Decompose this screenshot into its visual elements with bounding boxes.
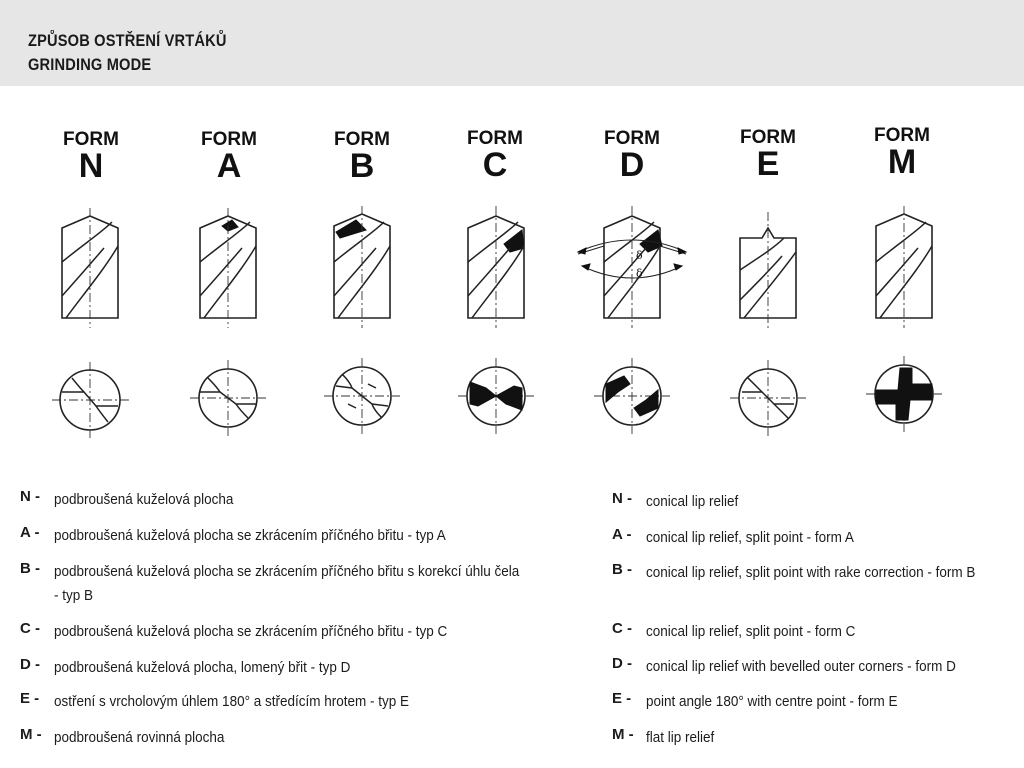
drill-side-view-n — [62, 208, 118, 328]
form-word: FORM — [740, 127, 796, 148]
legend-english — [612, 490, 1012, 750]
form-word: FORM — [334, 129, 390, 150]
form-code: D — [619, 146, 645, 184]
form-word: FORM — [604, 128, 660, 149]
legend-key: N - — [612, 490, 632, 507]
drill-side-view-d — [578, 206, 686, 328]
form-word: FORM — [874, 125, 930, 146]
drill-end-view-d — [594, 358, 670, 434]
legend-text: podbroušená kuželová plocha, lomený břit - typ D — [54, 659, 351, 676]
legend-key: D - — [20, 656, 40, 673]
drill-end-view-c — [458, 358, 534, 434]
form-code: B — [349, 147, 375, 185]
legend-text: podbroušená kuželová plocha se zkrácením příčného břitu - typ C — [54, 623, 448, 640]
legend-key: D - — [612, 655, 632, 672]
drill-side-view-e — [740, 212, 796, 328]
legend-text: podbroušená kuželová plocha se zkrácením příčného břitu - typ A — [54, 527, 446, 544]
legend-key: A - — [612, 526, 632, 543]
page-title-cz: ZPŮSOB OSTŘENÍ VRTÁKŮ — [28, 31, 227, 50]
legend-text: flat lip relief — [646, 729, 715, 746]
legend-text: podbroušená rovinná plocha — [54, 729, 225, 746]
form-code: A — [216, 147, 242, 185]
angle-symbol: δ — [636, 249, 643, 262]
legend-text: ostření s vrcholovým úhlem 180° a středícím hrotem - typ E — [54, 693, 410, 710]
drill-end-view-a — [190, 360, 266, 436]
legend-text: conical lip relief, split point - form C — [646, 623, 856, 640]
legend-key: C - — [612, 620, 632, 637]
legend-text: conical lip relief — [646, 493, 739, 510]
legend-czech — [20, 488, 540, 758]
form-code: C — [482, 146, 508, 184]
form-word: FORM — [467, 128, 523, 149]
drill-end-view-e — [730, 360, 806, 436]
legend-key: M - — [612, 726, 634, 743]
drill-side-view-c — [468, 206, 524, 328]
legend-text: podbroušená kuželová plocha se zkrácením příčného břitu s korekcí úhlu čela - typ B — [54, 563, 520, 604]
drill-side-view-b — [334, 206, 390, 328]
drill-end-view-b — [324, 358, 400, 434]
legend-text: conical lip relief, split point - form A — [646, 529, 854, 546]
angle-symbol: δ — [636, 267, 643, 280]
legend-key: E - — [612, 690, 632, 707]
legend-text: point angle 180° with centre point - form E — [646, 693, 898, 710]
legend-text: conical lip relief, split point with rake correction - form B — [646, 564, 976, 581]
form-code: E — [756, 145, 780, 183]
legend-key: N - — [20, 488, 40, 505]
legend-key: M - — [20, 726, 42, 743]
legend-key: A - — [20, 524, 40, 541]
legend-key: C - — [20, 620, 40, 637]
form-word: FORM — [201, 129, 257, 150]
drill-side-view-m — [876, 206, 932, 328]
legend-text: conical lip relief with bevelled outer corners - form D — [646, 658, 956, 675]
legend-key: B - — [20, 560, 40, 577]
form-code: N — [78, 147, 104, 185]
form-word: FORM — [63, 129, 119, 150]
legend-text: podbroušená kuželová plocha — [54, 491, 234, 508]
drill-end-view-n — [52, 362, 130, 438]
legend-key: E - — [20, 690, 40, 707]
drill-side-view-a — [200, 208, 256, 328]
form-code: M — [887, 143, 917, 181]
page-title-en: GRINDING MODE — [28, 55, 152, 74]
drill-end-view-m — [866, 356, 942, 432]
legend-key: B - — [612, 561, 632, 578]
